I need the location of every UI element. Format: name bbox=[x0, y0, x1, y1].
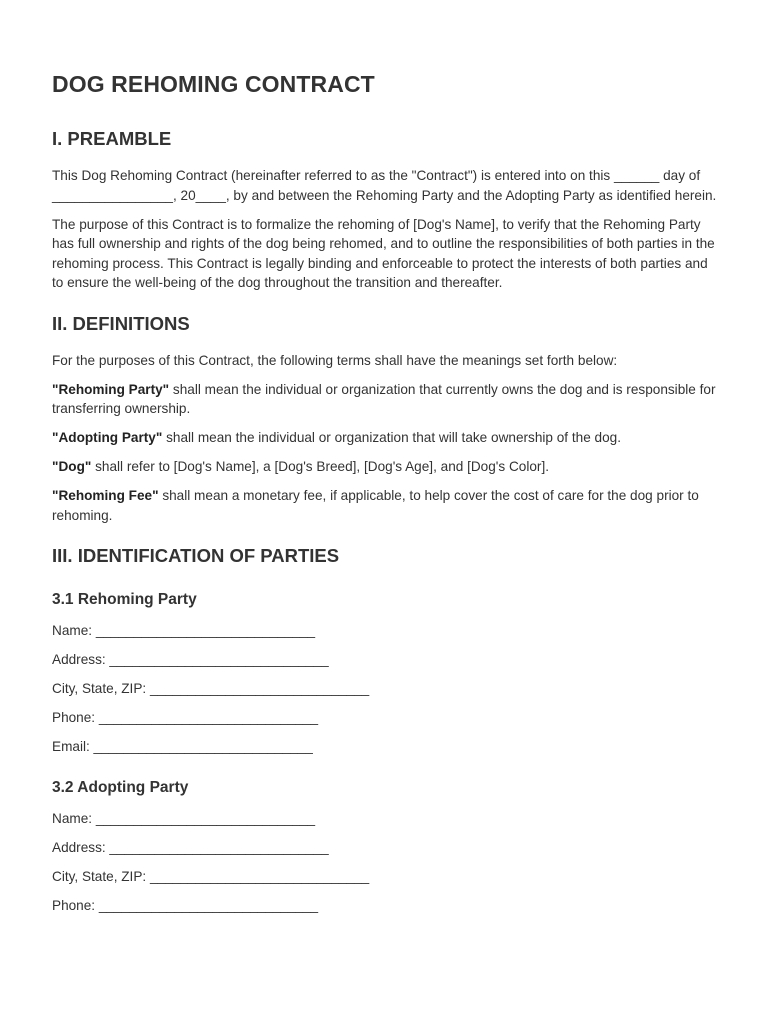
definition-text: shall mean the individual or organization that will take ownership of the dog. bbox=[162, 430, 621, 445]
rehoming-name-field[interactable]: Name: _____________________________ bbox=[52, 623, 316, 638]
adopting-city-field[interactable]: City, State, ZIP: _____________________________ bbox=[52, 868, 370, 884]
preamble-paragraph-1: This Dog Rehoming Contract (hereinafter referred to as the "Contract") is entered into on this ______ day of ________________, 20____, by and between the Rehoming Party and the Adopting Party as identified herein. bbox=[52, 168, 717, 203]
definition-text: shall mean a monetary fee, if applicable, to help cover the cost of care for the dog prior to rehoming. bbox=[52, 488, 699, 523]
rehoming-city-field[interactable]: City, State, ZIP: _____________________________ bbox=[52, 681, 370, 696]
rehoming-email-field[interactable]: Email: _____________________________ bbox=[52, 739, 313, 754]
adopting-address-field[interactable]: Address: _____________________________ bbox=[52, 839, 329, 855]
definition-text: shall refer to [Dog's Name], a [Dog's Breed], [Dog's Age], and [Dog's Color]. bbox=[91, 459, 550, 474]
subsection-heading-adopting-party: 3.2 Adopting Party bbox=[52, 778, 189, 796]
definition-adopting-party bbox=[52, 428, 718, 448]
definition-term: "Dog" bbox=[52, 459, 92, 474]
rehoming-phone-field[interactable]: Phone: _____________________________ bbox=[52, 710, 319, 725]
document-title: DOG REHOMING CONTRACT bbox=[52, 71, 375, 97]
definition-term: "Rehoming Fee" bbox=[52, 488, 159, 503]
section-heading-definitions: II. DEFINITIONS bbox=[52, 312, 190, 334]
subsection-heading-rehoming-party: 3.1 Rehoming Party bbox=[52, 591, 197, 608]
definition-dog bbox=[52, 457, 718, 477]
adopting-name-field[interactable]: Name: _____________________________ bbox=[52, 810, 316, 826]
section-heading-preamble: I. PREAMBLE bbox=[52, 128, 172, 149]
definitions-intro: For the purposes of this Contract, the following terms shall have the meanings set forth below: bbox=[52, 352, 618, 368]
adopting-phone-field[interactable]: Phone: _____________________________ bbox=[52, 897, 319, 913]
definition-text: shall mean the individual or organization that currently owns the dog and is responsible for transferring ownership. bbox=[52, 381, 716, 416]
rehoming-address-field[interactable]: Address: _____________________________ bbox=[52, 652, 329, 667]
definition-term: "Rehoming Party" bbox=[52, 381, 170, 397]
definition-rehoming-party bbox=[52, 380, 718, 419]
section-heading-identification: III. IDENTIFICATION OF PARTIES bbox=[52, 545, 340, 566]
preamble-paragraph-2: The purpose of this Contract is to formalize the rehoming of [Dog's Name], to verify that the Rehoming Party has full ownership and rights of the dog being rehomed, and to outline the responsibilities of both parties in the rehoming process. This Contract is legally binding and enforceable to protect the interests of both parties and to ensure the well-being of the dog throughout the transition and thereafter. bbox=[52, 216, 715, 290]
definition-term: "Adopting Party" bbox=[52, 430, 163, 445]
definition-rehoming-fee bbox=[52, 486, 718, 525]
